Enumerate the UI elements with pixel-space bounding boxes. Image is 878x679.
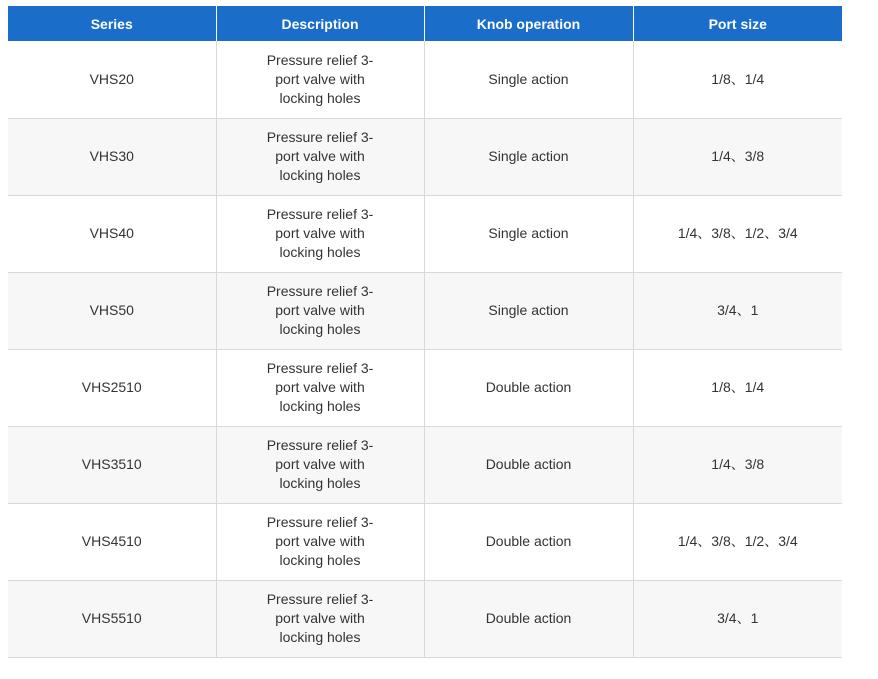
cell-port-size: 1/4、3/8	[633, 118, 842, 195]
description-text: Pressure relief 3-port valve with locking holes	[266, 591, 374, 645]
cell-description	[216, 349, 424, 426]
cell-port-size: 1/8、1/4	[633, 41, 842, 118]
cell-series: VHS40	[8, 195, 216, 272]
table-row	[8, 272, 842, 349]
description-text: Pressure relief 3-port valve with locking holes	[266, 437, 374, 491]
description-text: Pressure relief 3-port valve with locking holes	[266, 129, 374, 183]
table-body	[8, 41, 842, 657]
cell-description	[216, 272, 424, 349]
cell-description	[216, 426, 424, 503]
cell-series: VHS5510	[8, 580, 216, 657]
cell-series: VHS50	[8, 272, 216, 349]
table-row	[8, 580, 842, 657]
description-text: Pressure relief 3-port valve with locking holes	[266, 360, 374, 414]
table-row	[8, 195, 842, 272]
header-series: Series	[8, 6, 216, 41]
spec-table	[8, 6, 842, 658]
cell-series: VHS2510	[8, 349, 216, 426]
description-text: Pressure relief 3-port valve with locking holes	[266, 514, 374, 568]
cell-knob-operation: Single action	[424, 118, 633, 195]
header-description: Description	[216, 6, 424, 41]
header-row	[8, 6, 842, 41]
cell-knob-operation: Single action	[424, 41, 633, 118]
cell-port-size: 1/4、3/8	[633, 426, 842, 503]
table-row	[8, 118, 842, 195]
table-header	[8, 6, 842, 41]
description-text: Pressure relief 3-port valve with locking holes	[266, 51, 374, 106]
cell-knob-operation: Single action	[424, 272, 633, 349]
table-row	[8, 426, 842, 503]
cell-description	[216, 580, 424, 657]
spec-table-container	[8, 6, 842, 658]
cell-port-size: 3/4、1	[633, 272, 842, 349]
cell-knob-operation: Double action	[424, 503, 633, 580]
cell-series: VHS4510	[8, 503, 216, 580]
description-text: Pressure relief 3-port valve with locking holes	[266, 206, 374, 260]
table-row	[8, 503, 842, 580]
cell-series: VHS3510	[8, 426, 216, 503]
description-text: Pressure relief 3-port valve with locking holes	[266, 283, 374, 337]
table-row	[8, 349, 842, 426]
table-row	[8, 41, 842, 118]
cell-description	[216, 41, 424, 118]
cell-port-size: 1/8、1/4	[633, 349, 842, 426]
cell-series: VHS30	[8, 118, 216, 195]
cell-port-size: 1/4、3/8、1/2、3/4	[633, 503, 842, 580]
cell-knob-operation: Double action	[424, 426, 633, 503]
cell-description	[216, 195, 424, 272]
header-knob-operation: Knob operation	[424, 6, 633, 41]
cell-knob-operation: Double action	[424, 580, 633, 657]
cell-port-size: 3/4、1	[633, 580, 842, 657]
header-port-size: Port size	[633, 6, 842, 41]
cell-series: VHS20	[8, 41, 216, 118]
cell-knob-operation: Double action	[424, 349, 633, 426]
cell-description	[216, 118, 424, 195]
cell-port-size: 1/4、3/8、1/2、3/4	[633, 195, 842, 272]
cell-knob-operation: Single action	[424, 195, 633, 272]
cell-description	[216, 503, 424, 580]
